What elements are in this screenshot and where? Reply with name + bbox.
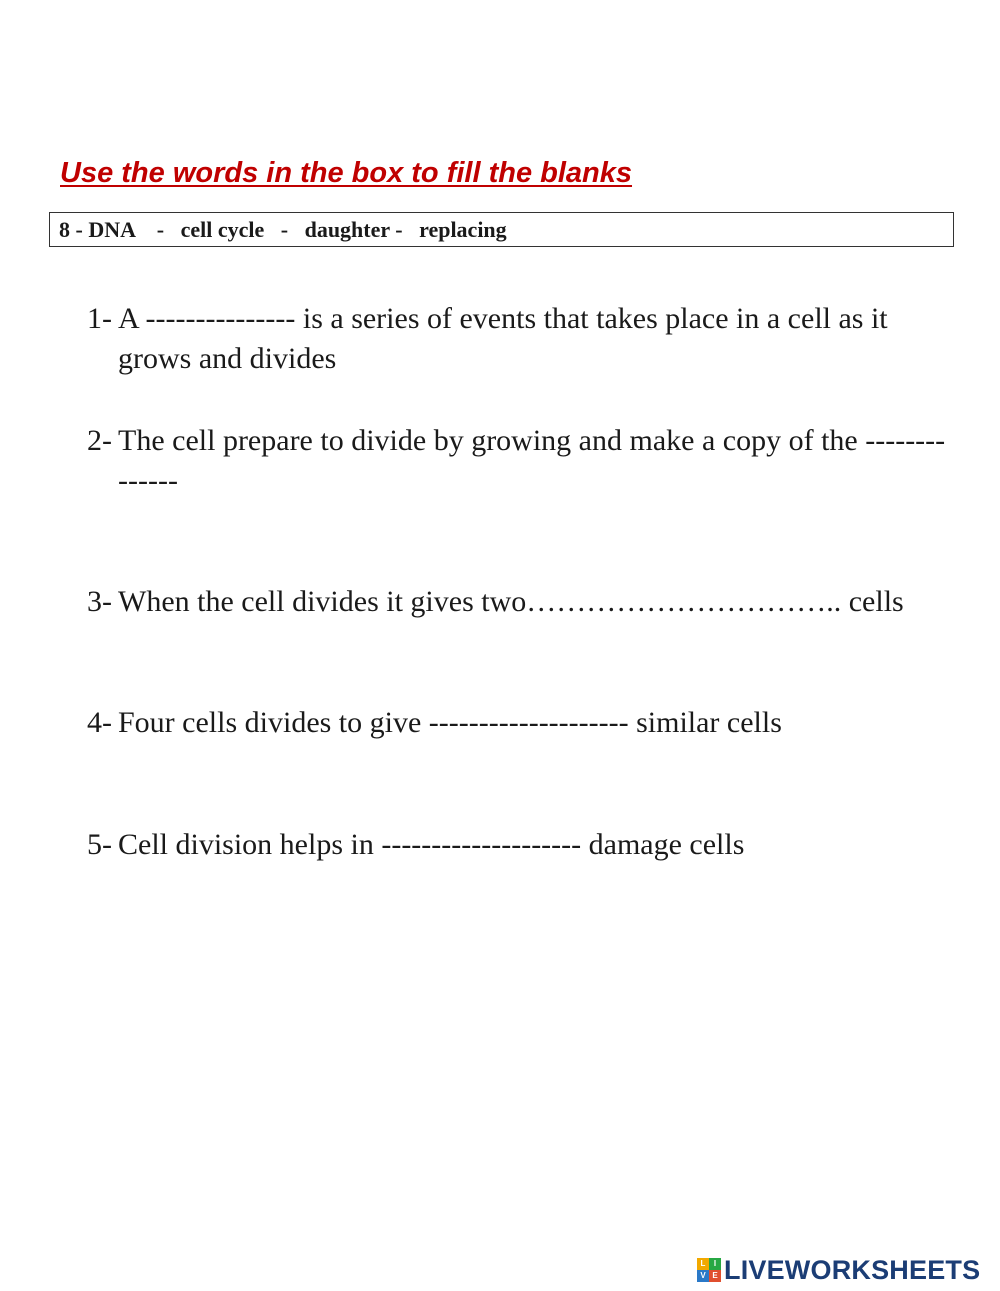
question-text: Cell division helps in -------------------- damage cells: [118, 828, 745, 861]
question-item: [87, 582, 947, 622]
question-item: [87, 825, 947, 865]
question-text: The cell prepare to divide by growing and make a copy of the --------------: [118, 424, 946, 497]
word-bank-text: 8 - DNA - cell cycle - daughter - replacing: [59, 216, 507, 242]
question-number: 1-: [87, 302, 112, 335]
liveworksheets-logo-icon: L I V E: [697, 1258, 721, 1282]
instruction-heading: Use the words in the box to fill the blanks: [60, 157, 633, 189]
question-number: 3-: [87, 585, 112, 618]
question-number: 4-: [87, 706, 112, 739]
question-number: 5-: [87, 828, 112, 861]
brand-logo: [697, 1255, 980, 1285]
question-text: Four cells divides to give -------------------- similar cells: [118, 706, 782, 739]
brand-name: LIVEWORKSHEETS: [724, 1254, 981, 1285]
word-bank-box: [49, 212, 954, 247]
question-text: A --------------- is a series of events that takes place in a cell as it grows and divides: [118, 302, 888, 375]
question-item: [87, 421, 947, 501]
question-item: [87, 703, 947, 743]
question-text: When the cell divides it gives two………………………….. cells: [118, 585, 904, 618]
question-number: 2-: [87, 424, 112, 457]
question-item: [87, 299, 947, 379]
